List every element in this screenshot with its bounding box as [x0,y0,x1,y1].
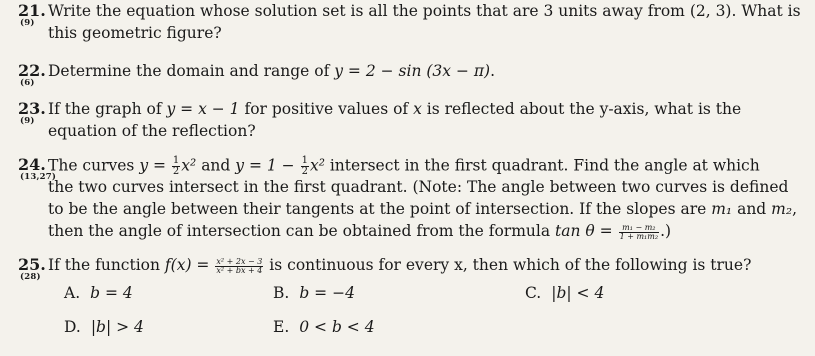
point-text: (2, 3) [689,2,732,20]
fraction-one-half [301,156,309,177]
choice-label: D. [64,318,81,336]
problem-text-line [48,2,801,20]
text: then the angle of intersection can be obtained from the formula [48,222,556,240]
choice-a[interactable] [64,284,133,302]
problem-number: 25. [18,255,46,274]
equation: x² [309,156,325,175]
choice-text: |b| > 4 [90,318,144,336]
text: .) [660,222,672,240]
choice-c[interactable] [525,284,604,302]
problem-number: 24. [18,155,46,174]
problem-text-line [48,222,671,241]
text: If the graph of [48,100,167,118]
text: Write the equation whose solution set is all the points that are 3 units away from [48,2,690,20]
problem-text-line: equation of the reflection? [48,122,256,140]
equation: y = [139,156,171,175]
choice-text: b = −4 [299,284,355,302]
lesson-reference: (13,27) [20,172,57,182]
numerator: m₁ − m₂ [619,224,659,233]
text: intersect in the first quadrant. Find the angle at which [324,156,760,175]
text: to be the angle between their tangents at the point of intersection. If the slopes are [48,200,712,218]
denominator: 2 [301,166,308,177]
fraction-one-half [172,156,180,177]
text: If the function [48,256,165,274]
formula-fraction [619,224,659,241]
problem-text-line [48,62,495,80]
choice-label: C. [525,284,542,302]
text: , [792,200,798,218]
choice-label: B. [273,284,290,302]
problem-text-line [48,200,797,218]
choice-e[interactable] [273,318,375,336]
variable: x [413,100,422,118]
text: The curves [48,156,140,175]
problem-number: 21. [18,1,46,20]
slope-m2: m₂ [771,200,793,218]
denominator: x² + bx + 4 [216,265,263,275]
choice-text: b = 4 [90,284,133,302]
choice-label: E. [273,318,290,336]
lesson-reference: (9) [20,18,35,28]
problem-text-line [48,100,741,118]
formula: tan θ = [555,222,618,240]
choice-text: 0 < b < 4 [299,318,375,336]
equation: y = 2 − sin (3x − π) [334,62,491,80]
numerator: x² + 2x − 3 [216,256,263,266]
problem-text-line: this geometric figure? [48,24,222,42]
choice-b[interactable] [273,284,355,302]
problem-text-line: the two curves intersect in the first quadrant. (Note: The angle between two curves is defined [48,178,789,196]
choice-label: A. [64,284,81,302]
slope-m1: m₁ [711,200,733,218]
problem-text-line [48,156,760,177]
function-fraction [215,258,263,275]
text: and [196,156,236,175]
problem-text-line [48,256,751,275]
lesson-reference: (6) [20,78,35,88]
text: . [490,62,496,80]
equation: y = 1 − [235,156,300,175]
numerator: 1 [301,155,308,166]
text: for positive values of [239,100,414,118]
text: Determine the domain and range of [48,62,335,80]
text: is continuous for every x, then which of the following is true? [264,256,752,274]
function: f(x) = [164,256,215,274]
text: . What is [731,2,801,20]
numerator: 1 [172,155,180,166]
lesson-reference: (9) [20,116,35,126]
choice-text: |b| < 4 [551,284,605,302]
choice-d[interactable] [64,318,144,336]
lesson-reference: (28) [20,272,41,282]
problem-number: 23. [18,99,46,118]
denominator: 2 [172,166,180,177]
denominator: 1 + m₁m₂ [619,231,659,241]
equation: x² [181,156,197,175]
text: and [732,200,772,218]
problem-number: 22. [18,61,46,80]
equation: y = x − 1 [166,100,240,118]
text: is reflected about the y-axis, what is the [421,100,742,118]
